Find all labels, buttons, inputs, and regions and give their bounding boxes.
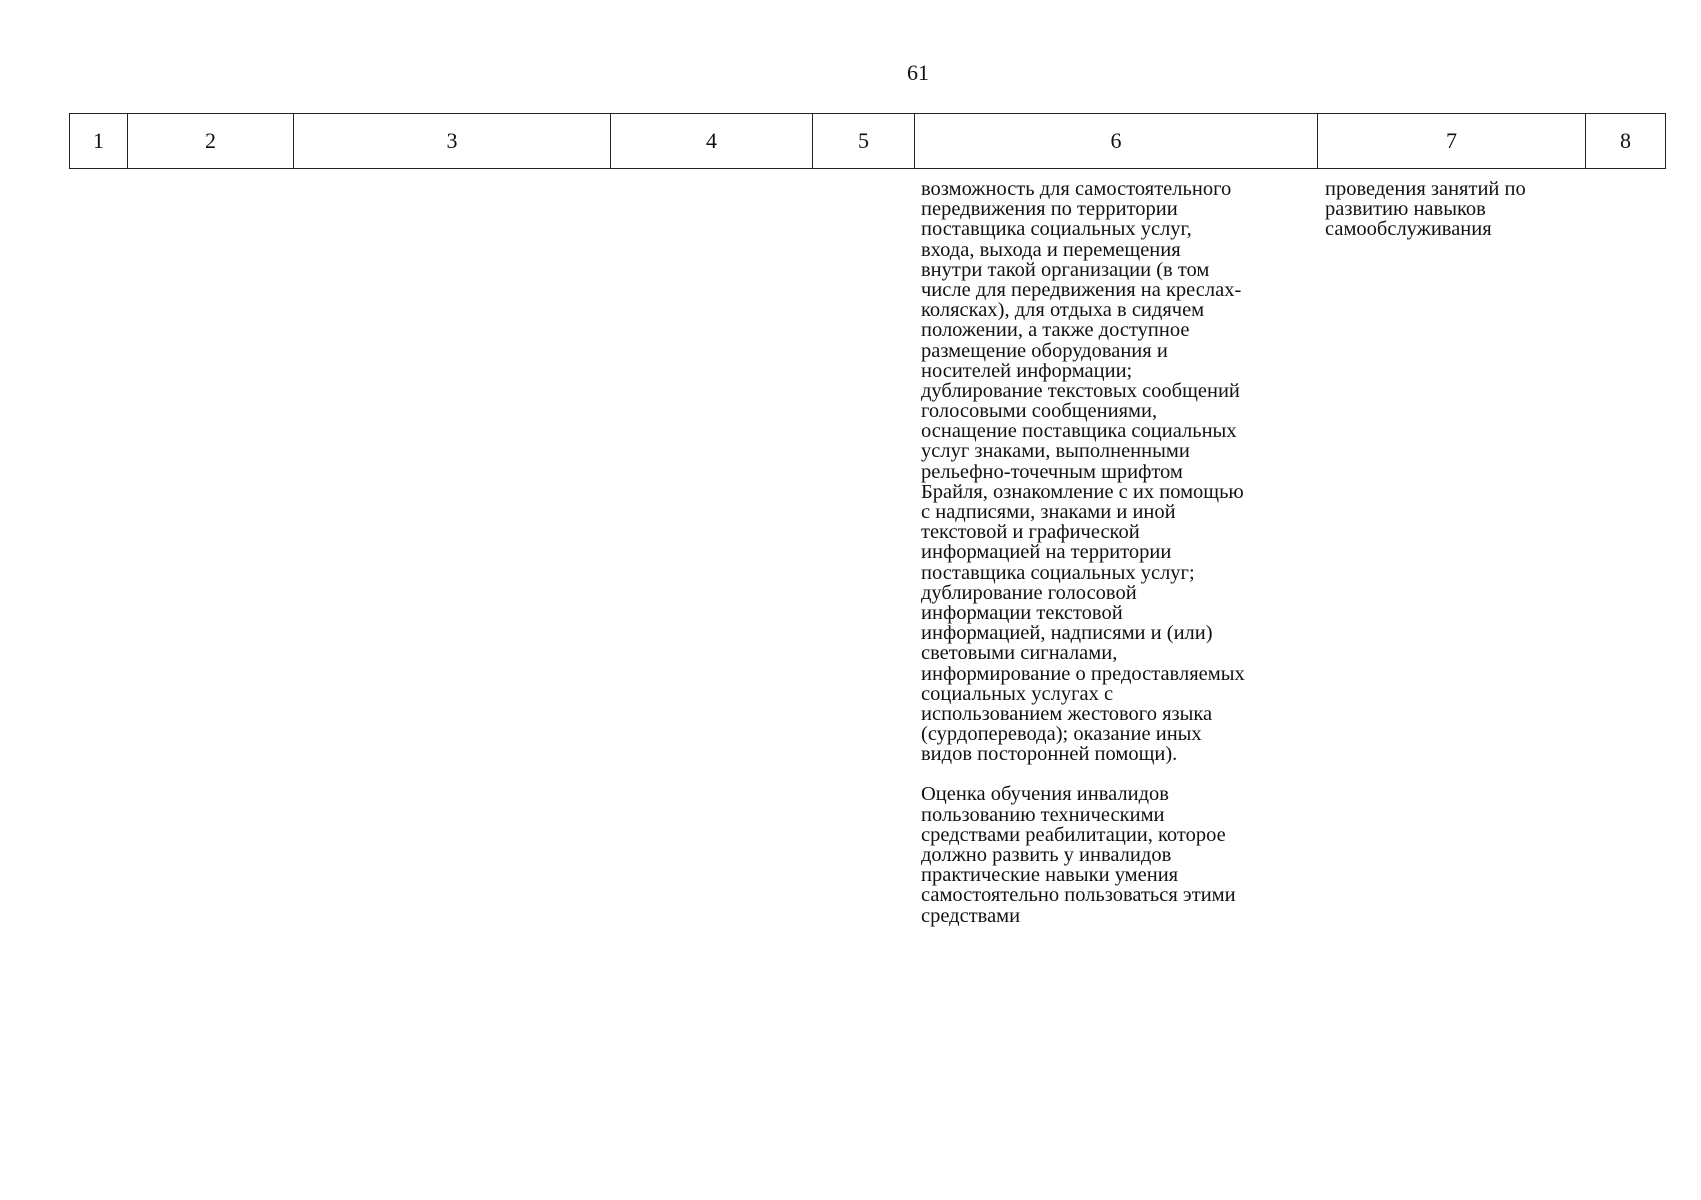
text-line: передвижения по территории	[921, 198, 1178, 221]
column-header-table	[69, 113, 1666, 169]
text-line: социальных услугах с	[921, 682, 1114, 705]
text-line: информацией, надписями и (или)	[921, 622, 1213, 645]
text-line: световыми сигналами,	[921, 642, 1118, 665]
text-line: голосовыми сообщениями,	[921, 400, 1158, 423]
text-line: информации текстовой	[921, 601, 1123, 624]
text-line: средствами	[921, 904, 1021, 927]
text-line: информирование о предоставляемых	[921, 662, 1245, 685]
header-row	[70, 114, 1666, 169]
text-line: поставщика социальных услуг,	[921, 218, 1192, 241]
column-header-8: 8	[1586, 114, 1666, 169]
text-line: оснащение поставщика социальных	[921, 420, 1237, 443]
text-line: видов посторонней помощи).	[921, 743, 1178, 766]
column-header-5: 5	[813, 114, 915, 169]
text-line: положении, а также доступное	[921, 319, 1190, 342]
text-line: самостоятельно пользоваться этими	[921, 884, 1236, 907]
text-line: текстовой и графической	[921, 521, 1140, 544]
text-line: средствами реабилитации, которое	[921, 823, 1226, 846]
text-line: рельефно-точечным шрифтом	[921, 460, 1183, 483]
text-line: входа, выхода и перемещения	[921, 238, 1181, 261]
column-7-paragraph	[1325, 179, 1526, 240]
column-6-paragraph-2	[921, 784, 1245, 925]
column-7-content	[1325, 179, 1526, 240]
column-6-content	[921, 179, 1245, 926]
text-line: развитию навыков	[1325, 198, 1486, 221]
text-line: Брайля, ознакомление с их помощью	[921, 480, 1244, 503]
text-line: практические навыки умения	[921, 864, 1179, 887]
column-header-7: 7	[1318, 114, 1586, 169]
column-6-paragraph-1	[921, 179, 1245, 764]
column-header-1: 1	[70, 114, 128, 169]
column-header-6: 6	[915, 114, 1318, 169]
paragraph-gap	[921, 764, 1245, 784]
text-line: проведения занятий по	[1325, 178, 1526, 200]
text-line: носителей информации;	[921, 359, 1133, 382]
column-header-2: 2	[128, 114, 294, 169]
text-line: дублирование текстовых сообщений	[921, 379, 1240, 402]
page-number: 61	[907, 60, 929, 85]
text-line: поставщика социальных услуг;	[921, 561, 1195, 584]
column-header-4: 4	[611, 114, 813, 169]
text-line: (сурдоперевода); оказание иных	[921, 723, 1202, 746]
text-line: услуг знаками, выполненными	[921, 440, 1190, 463]
text-line: Оценка обучения инвалидов	[921, 783, 1169, 806]
text-line: с надписями, знаками и иной	[921, 501, 1176, 523]
text-line: колясках), для отдыха в сидячем	[921, 299, 1205, 322]
text-line: возможность для самостоятельного	[921, 178, 1232, 200]
text-line: внутри такой организации (в том	[921, 258, 1210, 281]
text-line: пользованию техническими	[921, 803, 1165, 826]
text-line: использованием жестового языка	[921, 702, 1213, 725]
column-header-3: 3	[294, 114, 611, 169]
text-line: информацией на территории	[921, 541, 1172, 564]
text-line: должно развить у инвалидов	[921, 844, 1172, 866]
text-line: размещение оборудования и	[921, 339, 1168, 362]
text-line: дублирование голосовой	[921, 581, 1137, 604]
text-line: числе для передвижения на креслах-	[921, 278, 1242, 301]
text-line: самообслуживания	[1325, 218, 1492, 241]
